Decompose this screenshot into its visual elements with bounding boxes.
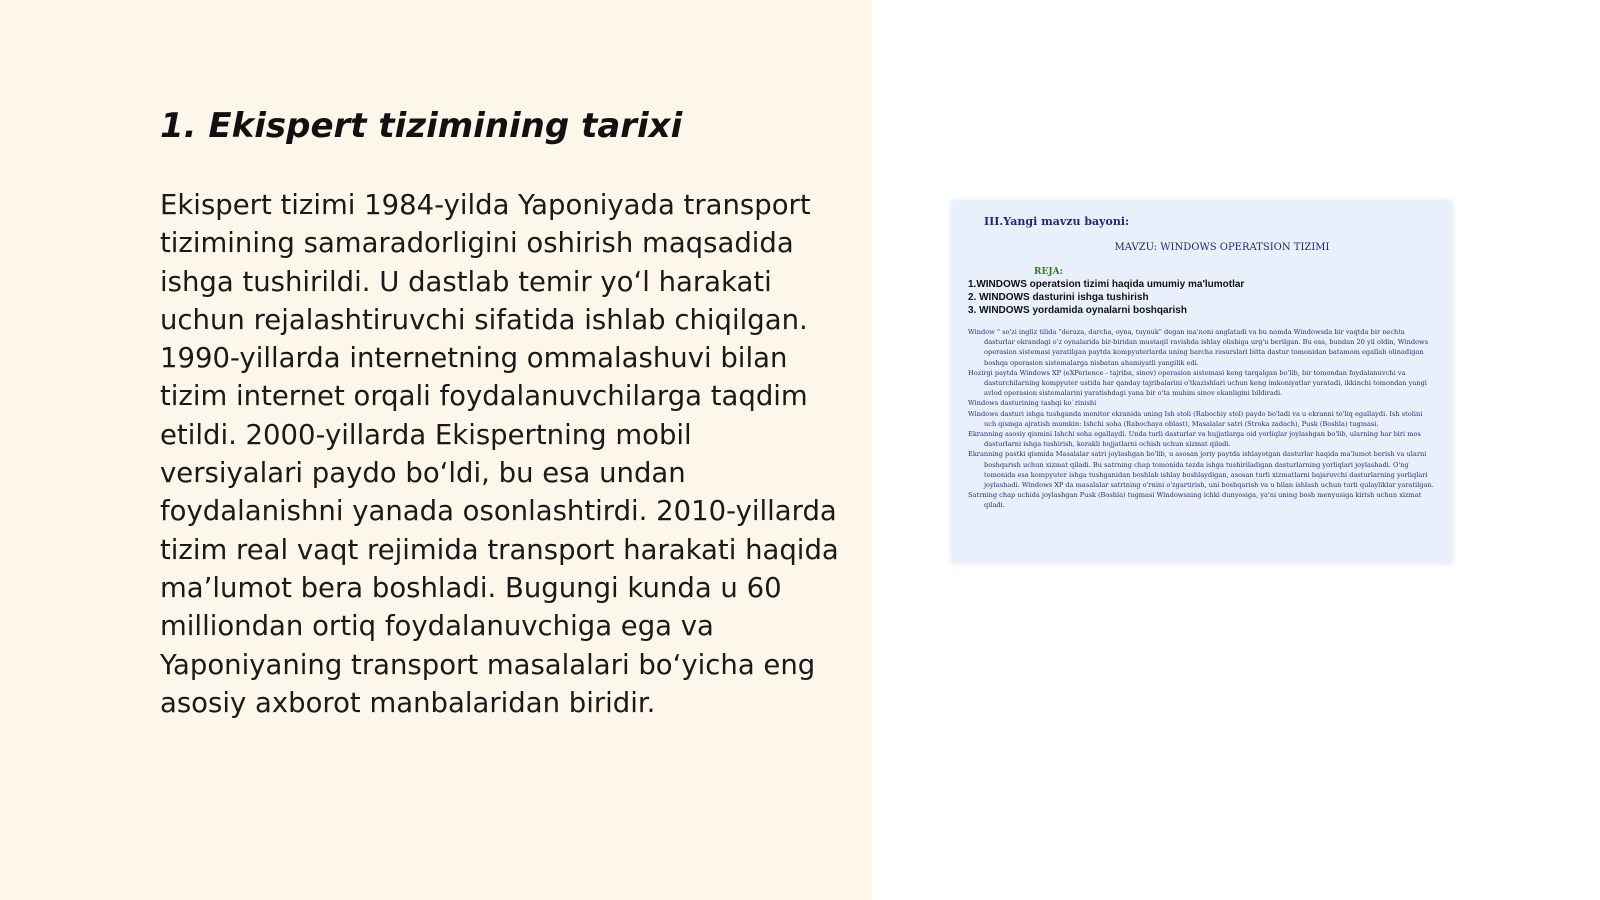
doc-paragraph: Windows dasturi ishga tushganda monitor ekranida uning Ish stoli (Rabochiy stol) paydo bo'ladi va u ekranni to'liq egallaydi. Ish stolini uch qismga ajratish mumkin: Ishchi soha (Rabochaya oblast), Masalalar satri (Stroka zadach), Pusk (Boshla) tugmasi. — [968, 409, 1423, 428]
doc-plan-list — [968, 278, 1436, 317]
slide-title: 1. Ekispert tizimining tarixi — [160, 106, 683, 146]
doc-subject: MAVZU: WINDOWS OPERATSION TIZIMI — [1114, 242, 1330, 253]
doc-plan-item: 3. WINDOWS yordamida oynalarni boshqarish — [968, 305, 1187, 316]
doc-paragraph: Ekranning asosiy qismini Ishchi soha egallaydi. Unda turli dasturlar va hujjatlarga oid yorliqlar joylashgan bo'lib, ularning har biri mos dasturlarni ishga tushirish, kerakli hujjatlarni ochish uchun xizmat qiladi. — [968, 430, 1421, 449]
doc-plan-item: 2. WINDOWS dasturini ishga tushirish — [968, 292, 1149, 303]
doc-plan-item: 1.WINDOWS operatsion tizimi haqida umumiy ma'lumotlar — [968, 279, 1245, 290]
doc-paragraph: Satrning chap uchida joylashgan Pusk (Boshla) tugmasi Windowsning ichki dunyosiga, ya'ni uning bosh menyusiga kirish uchun xizmat qiladi. — [968, 491, 1422, 510]
doc-paragraph: Windows dasturining tashqi ko`rinishi — [968, 399, 1097, 408]
doc-paragraph: Window " so'zi ingliz tilida "deraza, darcha, oyna, tuynuk" degan ma'noni anglatadi va bu nomda Windowsda bir vaqtda bir nechta dasturlar ekrandagi o'z oynalarida bir-biridan mustaqil ravishda ishlay olishiga urg'u berilgan. Bu esa, bundan 20 yil oldin, Windows operasion sistemasi yaratilgan paytda kompyuterlarda uning barcha resurslari bitta dastur tomonidan batamom egallab olinadigan boshqa operasion sistemalarga nisbatan ahamiyatli yangilik edi. — [968, 328, 1429, 367]
doc-paragraph: Ekranning pastki qismida Masalalar satri joylashgan bo'lib, u asosan joriy paytda ishlayotgan dasturlar haqida ma'lumot berish va ularni boshqarish uchun xizmat qiladi. Bu satrning chap tomonida tezda ishga tushiriladigan dasturlarning yorliqlari joylashadi. O'ng tomonida esa kompyuter ishga tushganidan boshlab ishlay boshlaydigan, asosan turli xizmatlarni bajaruvchi dasturlarning yorliqlari joylashadi. Windows XP da masalalar satrining o'rnini o'zgartirish, uni boshqarish va u bilan ishlash uchun turli qulayliklar yaratilgan. — [968, 450, 1434, 490]
slide-body-text: Ekispert tizimi 1984-yilda Yaponiyada transport tizimining samaradorligini oshirish maqsadida ishga tushirildi. U dastlab temir yo‘l harakati uchun rejalashtiruvchi sifatida ishlab chiqilgan. 1990-yillarda internetning ommalashuvi bilan tizim internet orqali foydalanuvchilarga taqdim etildi. 2000-yillarda Ekispertning mobil versiyalari paydo bo‘ldi, bu esa undan foydalanishni yanada osonlashtirdi. 2010-yillarda tizim real vaqt rejimida transport harakati haqida ma’lumot bera boshladi. Bugungi kunda u 60 milliondan ortiq foydalanuvchiga ega va Yaponiyaning transport masalalari bo‘yicha eng asosiy axborot manbalaridan biridir. — [160, 189, 839, 719]
document-scan-image — [952, 201, 1452, 563]
doc-plan-label: REJA: — [1034, 267, 1063, 277]
doc-paragraph: Hozirgi paytda Windows XP (eXPerience - tajriba, sinov) operasion sistemasi keng tarqalgan bo'lib, bir tomondan foydalanuvchi va dasturchilarning kompyuter ustida har qanday tajribalarini o'tkazishlari uchun keng imkoniyatlar yaratadi, ikkinchi tomondan yangi avlod operasion sistemalarini yaratishdagi yana bir o'ta muhim sinov ekanligini bildiradi. — [968, 368, 1427, 398]
doc-body-text — [968, 327, 1436, 511]
doc-heading: III.Yangi mavzu bayoni: — [984, 215, 1130, 228]
